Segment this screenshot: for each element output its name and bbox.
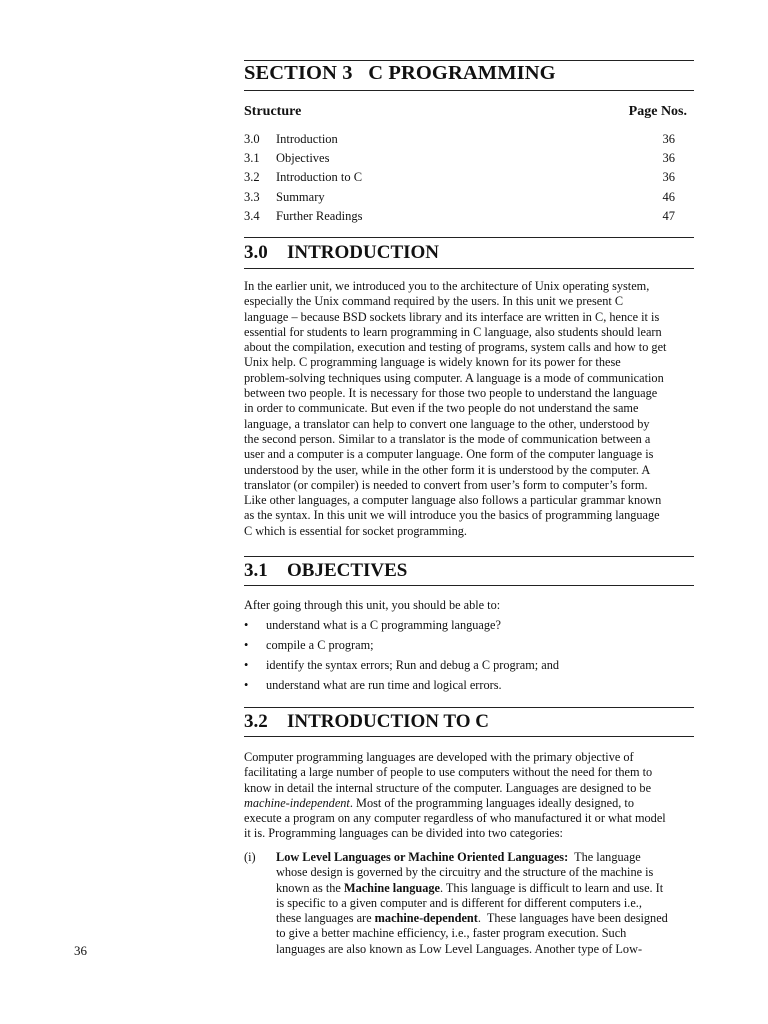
bold-text: machine-dependent — [374, 911, 478, 926]
text-span: . This language is difficult to learn and use. It — [439, 880, 664, 895]
toc-row — [244, 168, 675, 187]
list-item — [244, 675, 694, 695]
section-title: SECTION 3 C PROGRAMMING — [244, 62, 556, 84]
toc-row — [244, 207, 675, 226]
toc-row — [244, 130, 675, 149]
bullet-icon: • — [244, 638, 249, 652]
toc-page-label: Page Nos. — [628, 104, 687, 119]
text-line: In the earlier unit, we introduced you to the architecture of Unix operating system, — [244, 279, 650, 293]
text-line: know in detail the internal structure of the computer. Languages are designed to be — [244, 780, 652, 795]
text-line: essential for students to learn programming in C language, also students should learn — [244, 324, 662, 339]
toc-label: Introduction — [276, 132, 338, 146]
toc-page: 46 — [662, 189, 675, 204]
introc-heading — [244, 711, 489, 733]
intro-heading — [244, 242, 439, 264]
text-line: whose design is governed by the circuitry and the structure of the machine is — [276, 865, 654, 880]
text-line: Unix help. C programming language is widely known for its power for these — [244, 355, 621, 370]
toc-row — [244, 149, 675, 168]
bullet-icon: • — [244, 658, 249, 672]
intro-bottom-rule — [244, 268, 694, 269]
intro-heading-number: 3.0 — [244, 242, 268, 263]
toc-page: 36 — [662, 151, 675, 166]
text-line: languages are also known as Low Level Languages. Another type of Low- — [276, 941, 643, 956]
text-span: . These languages have been designed — [477, 911, 668, 926]
text-line: Like other languages, a computer language also follows a particular grammar known — [244, 493, 662, 508]
text-line: language – because BSD sockets library and its interface are written in C, hence it is — [244, 309, 660, 324]
objectives-heading-number: 3.1 — [244, 560, 268, 581]
objectives-heading — [244, 560, 407, 582]
toc-heading — [244, 104, 687, 120]
text-line — [276, 850, 694, 865]
toc-structure-label: Structure — [244, 104, 302, 119]
toc-page: 36 — [662, 132, 675, 146]
text-line: problem-solving techniques using computer. A language is a mode of communication — [244, 370, 664, 385]
toc-label: Objectives — [276, 151, 330, 166]
introc-heading-number: 3.2 — [244, 711, 268, 732]
list-item-text: compile a C program; — [266, 638, 374, 652]
text-line: language, a translator can help to convert one language to the other, understood by — [244, 416, 650, 431]
text-line: the second person. Similar to a translator is the mode of communication between a — [244, 431, 651, 446]
list-item-text: understand what is a C programming language? — [266, 618, 501, 632]
text-span: The language — [568, 850, 641, 864]
page-number: 36 — [74, 943, 87, 958]
objectives-bottom-rule — [244, 585, 694, 586]
toc-label: Further Readings — [276, 208, 363, 223]
text-line: especially the Unix command required by the users. In this unit we present C — [244, 294, 624, 309]
list-item — [244, 655, 694, 675]
toc-label: Introduction to C — [276, 170, 363, 185]
toc-row — [244, 188, 675, 207]
numbered-item — [244, 850, 694, 957]
text-line: C which is essential for socket programming. — [244, 523, 468, 538]
list-item-text: identify the syntax errors; Run and debug a C program; and — [266, 658, 560, 672]
intro-paragraph — [244, 279, 694, 539]
text-line: After going through this unit, you should be able to: — [244, 598, 501, 612]
introc-bottom-rule — [244, 736, 694, 737]
text-line — [276, 881, 694, 896]
objectives-list — [244, 615, 694, 695]
objectives-lead — [244, 598, 694, 613]
objectives-top-rule — [244, 556, 694, 557]
item-body — [276, 850, 694, 957]
bold-text: Low Level Languages or Machine Oriented Languages: — [276, 850, 569, 864]
text-span: . Most of the programming languages ideally designed, to — [349, 795, 634, 810]
text-line: Computer programming languages are developed with the primary objective of — [244, 750, 634, 764]
text-span: these languages are — [276, 911, 375, 926]
text-line: is specific to a given computer and is different for different computers i.e., — [276, 895, 642, 910]
text-span: known as the — [276, 880, 344, 895]
introc-top-rule — [244, 707, 694, 708]
toc-page: 36 — [662, 170, 675, 185]
bullet-icon: • — [244, 618, 249, 632]
section-bottom-rule — [244, 90, 694, 91]
list-item — [244, 635, 694, 655]
text-line: understood by the user, while in the other form it is understood by the computer. A — [244, 462, 651, 477]
list-item-text: understand what are run time and logical errors. — [266, 678, 502, 692]
text-line: user and a computer is a computer language. One form of the computer language is — [244, 447, 654, 462]
text-line: facilitating a large number of people to use computers without the need for them to — [244, 765, 653, 780]
toc-num: 3.2 — [244, 170, 260, 185]
item-label: (i) — [244, 850, 256, 864]
introc-paragraph — [244, 750, 694, 842]
table-of-contents — [244, 130, 675, 226]
intro-heading-title: INTRODUCTION — [287, 242, 440, 263]
toc-page: 47 — [662, 208, 675, 223]
intro-top-rule — [244, 237, 694, 238]
bullet-icon: • — [244, 678, 249, 692]
toc-num: 3.0 — [244, 132, 260, 146]
toc-num: 3.1 — [244, 151, 260, 166]
text-line: to give a better machine efficiency, i.e., faster program execution. Such — [276, 926, 627, 941]
text-line: about the compilation, execution and testing of programs, system calls and how to get — [244, 340, 667, 355]
list-item — [244, 615, 694, 635]
text-line: in order to communicate. But even if the two people do not understand the same — [244, 401, 639, 416]
toc-num: 3.3 — [244, 189, 260, 204]
toc-label: Summary — [276, 189, 325, 204]
toc-num: 3.4 — [244, 208, 260, 223]
text-line: as the syntax. In this unit we will introduce you the basics of programming language — [244, 508, 660, 523]
objectives-heading-title: OBJECTIVES — [287, 560, 408, 581]
text-line — [244, 796, 694, 811]
emphasis-text: machine-independent — [244, 795, 350, 810]
text-line: translator (or compiler) is needed to convert from user’s form to computer’s form. — [244, 477, 648, 492]
text-line: it is. Programming languages can be divided into two categories: — [244, 826, 563, 841]
introc-heading-title: INTRODUCTION TO C — [287, 711, 490, 732]
bold-text: Machine language — [343, 880, 440, 895]
text-line: execute a program on any computer regardless of who manufactured it or what model — [244, 811, 666, 826]
section-top-rule — [244, 60, 694, 61]
text-line — [276, 911, 694, 926]
text-line: between two people. It is necessary for those two people to understand the language — [244, 386, 658, 401]
